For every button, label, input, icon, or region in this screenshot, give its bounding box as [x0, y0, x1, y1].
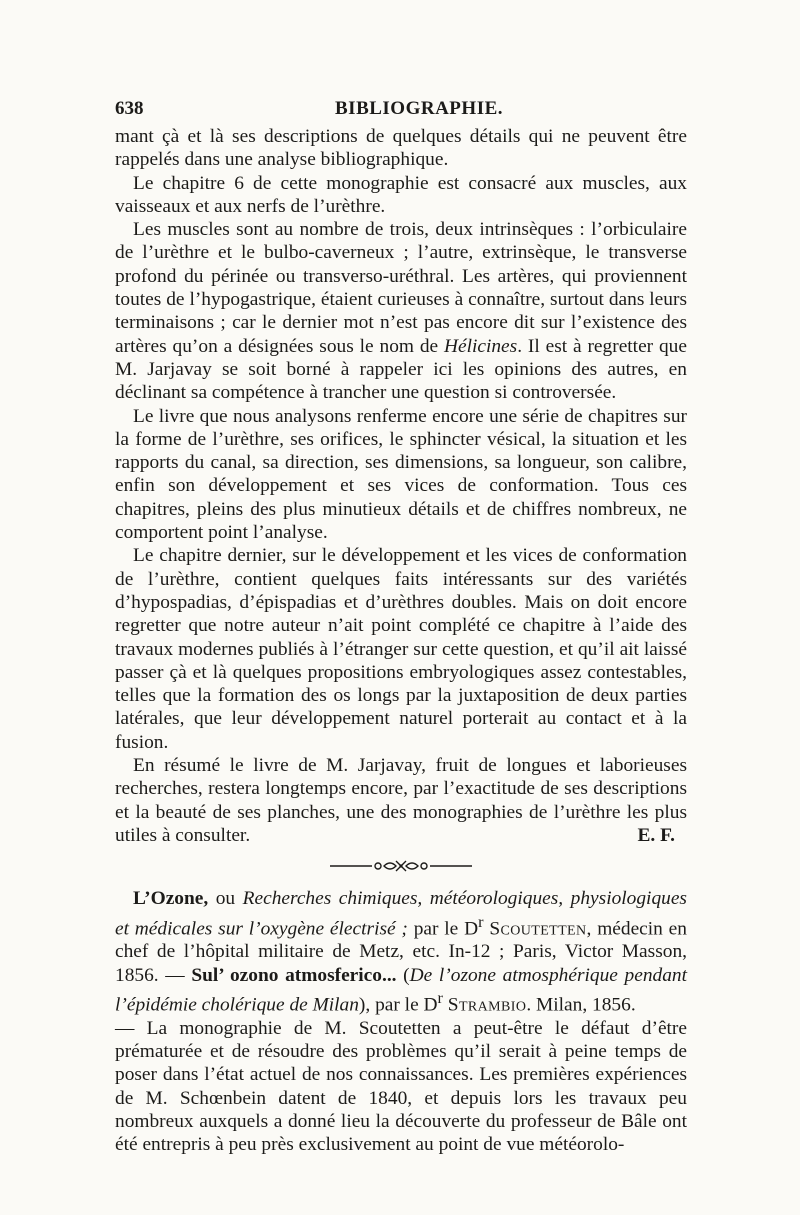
- paragraph-summary: [115, 754, 687, 847]
- text-run: , médecin en chef de l’hôpital militaire de Metz, etc. In-12 ; Paris, Victor Masson, 1856. —: [115, 917, 687, 986]
- review-heading: [115, 887, 687, 1016]
- second-review-subtitle: De l’ozone atmosphérique pendant l’épidémie cholérique de Milan: [115, 964, 688, 1016]
- signature: E. F.: [637, 824, 675, 846]
- ornament-divider: [115, 849, 687, 883]
- running-head: [115, 98, 687, 126]
- text-run: Les muscles sont au nombre de trois, deux intrinsèques : l’orbiculaire de l’urèthre et le bulbo-caverneux ; l’autre, extrinsèque, le transverse profond du périnée ou transverso-uréthral. Les artères, qui proviennent toutes de l’hypogastrique, étaient curieuses à connaître, surtout dans leurs terminaisons ; car le dernier mot n’est pas encore dit sur l’existence des artères qu’on a désignées sous le nom de: [115, 219, 687, 357]
- text-run: . Milan, 1856.: [526, 994, 636, 1016]
- paragraph-chapters: Le livre que nous analysons renferme encore une série de chapitres sur la forme de l’urèthre, ses orifices, le sphincter vésical, la situation et les rapports du canal, sa direction, ses dimensions, sa longueur, son calibre, enfin son développement et ses vices de conformation. Tous ces chapitres, pleins des plus minutieux détails et de chiffres nombreux, ne comportent point l’analyse.: [115, 405, 687, 544]
- page-number: 638: [115, 98, 144, 119]
- text-run: par le D: [407, 917, 479, 939]
- ornament-divider-icon: [326, 858, 476, 874]
- paragraph-last-chapter: Le chapitre dernier, sur le développement et les vices de conformation de l’urèthre, contient quelques faits intéressants sur des variétés d’hypospadias, d’épispadias et d’urèthres doubles. Mais on doit encore regretter que notre auteur n’ait point complété ce chapitre à l’aide des travaux modernes publiés à l’étranger sur cette question, et qu’il ait laissé passer çà et là quelques propositions embryologiques assez contestables, telles que la formation des os longs par la juxtaposition de deux parties latérales, que leur développement naturel porterait au contact et à la fusion.: [115, 545, 687, 753]
- superscript: r: [478, 913, 484, 931]
- text-run: . Il est à regretter que M. Jarjavay se soit borné à rappeler ici les opinions des autres, en déclinant sa compétence à trancher une question si controversée.: [115, 335, 687, 404]
- superscript: r: [437, 989, 443, 1007]
- author-name: Scoutetten: [489, 917, 587, 939]
- paragraph-chapter-six: Le chapitre 6 de cette monographie est consacré aux muscles, aux vaisseaux et aux nerfs de l’urèthre.: [115, 172, 687, 217]
- text-run: En résumé le livre de M. Jarjavay, fruit de longues et laborieuses recherches, restera longtemps encore, par l’exactitude de ses descriptions et la beauté de ses planches, une des monographies de l’urèthre les plus utiles à consulter.: [115, 755, 687, 846]
- review-title: L’Ozone,: [133, 888, 209, 910]
- paragraph-muscles: [115, 218, 687, 404]
- second-review-title: Sul’ ozono atmosferico...: [191, 964, 397, 986]
- text-run: (: [396, 964, 410, 986]
- review-subtitle: Recherches chimiques, météorologiques, physiologiques et médicales sur l’oxygène électrisé ;: [115, 888, 687, 939]
- running-title: BIBLIOGRAPHIE.: [335, 98, 504, 119]
- body-text: [115, 125, 687, 1156]
- review-body: — La monographie de M. Scoutetten a peut-être le défaut d’être prématurée et de résoudre des problèmes qu’il serait à peine temps de poser dans l’état actuel de nos connaissances. Les premières expériences de M. Schœnbein datent de 1840, et depuis lors les travaux peu nombreux auxquels a donné lieu la découverte du professeur de Bâle ont été entrepris à peu près exclusivement au point de vue météorolo-: [115, 1017, 687, 1156]
- text-run: ou: [208, 888, 243, 910]
- paragraph-continued: mant çà et là ses descriptions de quelques détails qui ne peuvent être rappelés dans une analyse bibliographique.: [115, 126, 687, 171]
- text-run: ), par le D: [358, 994, 438, 1016]
- second-author-name: Strambio: [447, 994, 527, 1016]
- italic-term: Hélicines: [443, 335, 518, 357]
